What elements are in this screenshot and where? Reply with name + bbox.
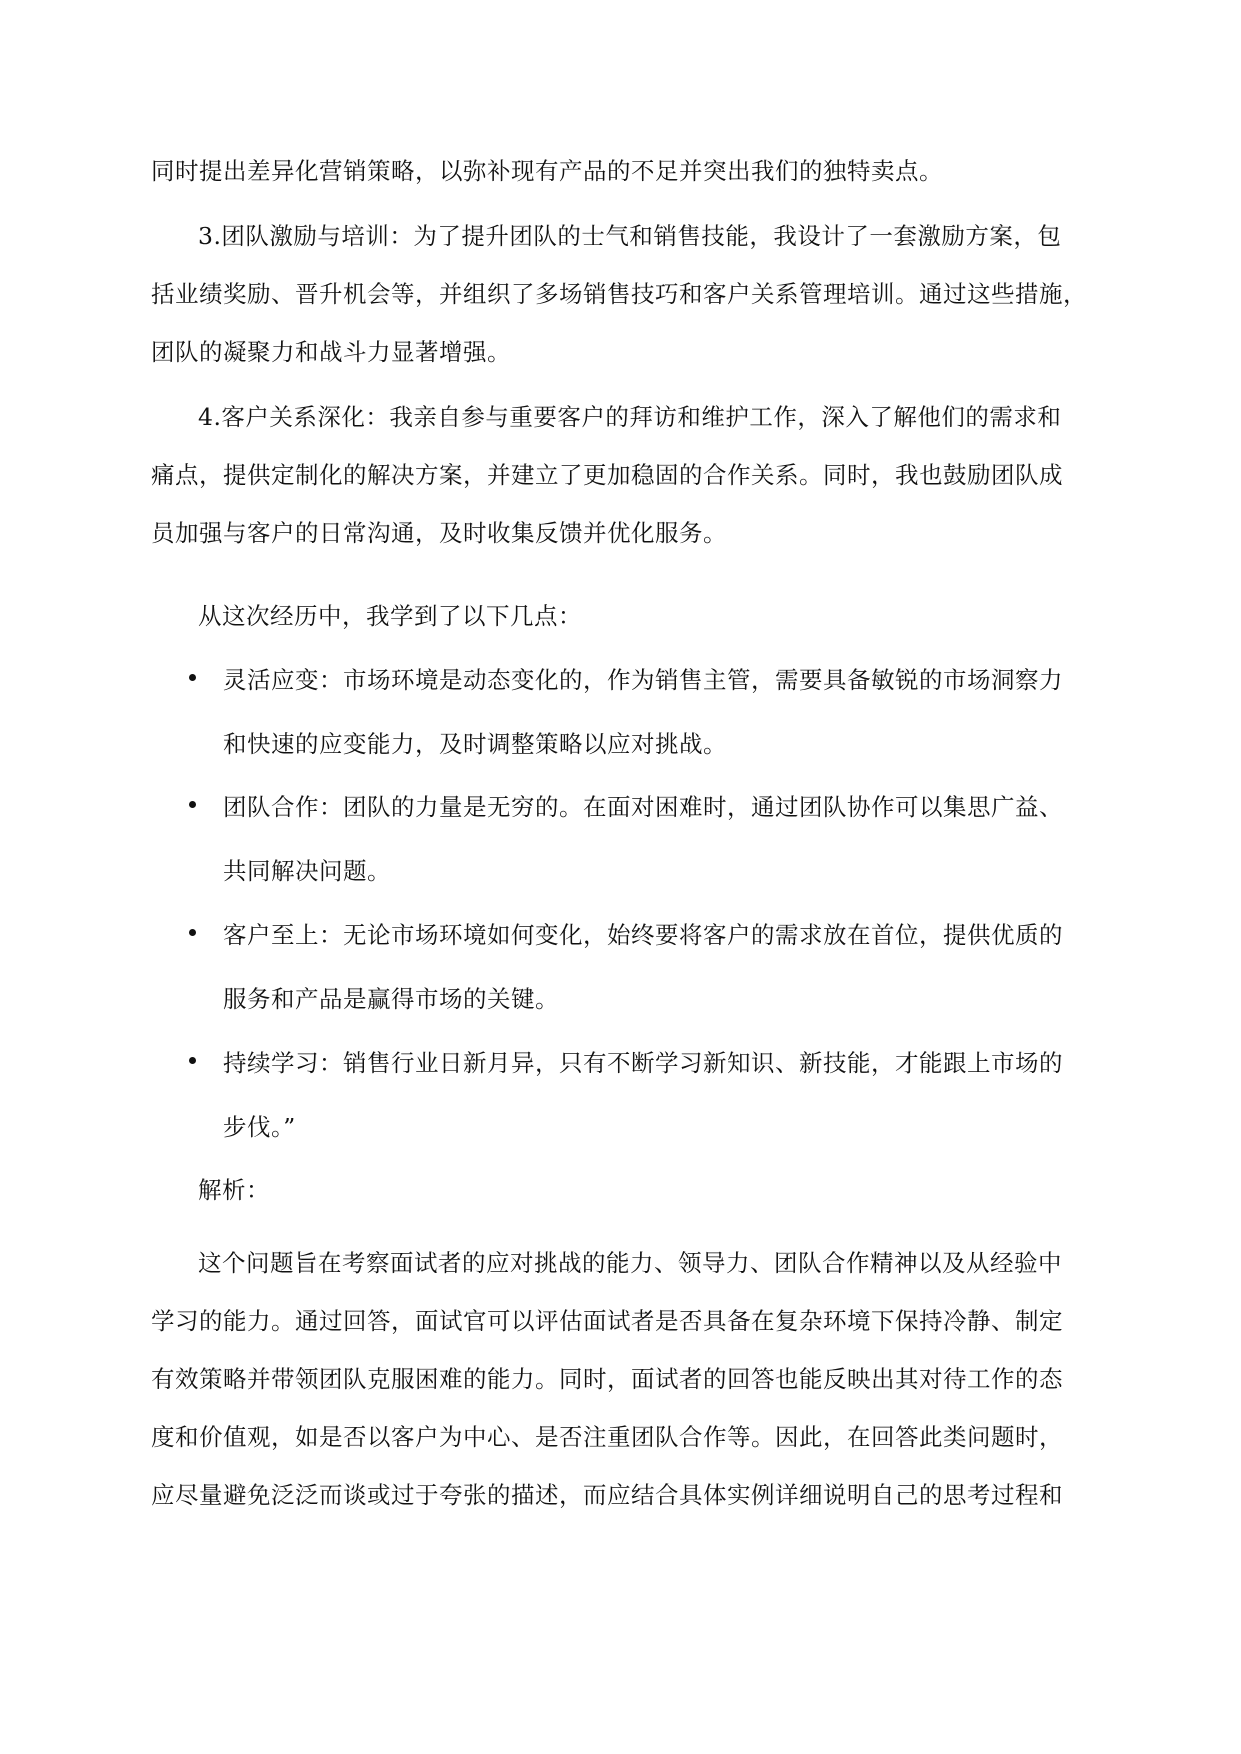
text-line: 步伐。” bbox=[223, 1113, 296, 1141]
text-line: 3.团队激励与培训：为了提升团队的士气和销售技能，我设计了一套激励方案，包 bbox=[198, 222, 1062, 250]
text-line: 有效策略并带领团队克服困难的能力。同时，面试者的回答也能反映出其对待工作的态 bbox=[151, 1365, 1063, 1393]
text-line: 和快速的应变能力，及时调整策略以应对挑战。 bbox=[223, 730, 727, 758]
text-line: 共同解决问题。 bbox=[223, 857, 391, 885]
text-line: 员加强与客户的日常沟通，及时收集反馈并优化服务。 bbox=[151, 519, 727, 547]
text-line: 同时提出差异化营销策略，以弥补现有产品的不足并突出我们的独特卖点。 bbox=[151, 157, 943, 185]
text-line: 持续学习：销售行业日新月异，只有不断学习新知识、新技能，才能跟上市场的 bbox=[223, 1049, 1063, 1077]
text-line: 应尽量避免泛泛而谈或过于夸张的描述，而应结合具体实例详细说明自己的思考过程和 bbox=[151, 1481, 1063, 1509]
text-line: 服务和产品是赢得市场的关键。 bbox=[223, 985, 559, 1013]
text-line: 度和价值观，如是否以客户为中心、是否注重团队合作等。因此，在回答此类问题时， bbox=[151, 1423, 1063, 1451]
text-line: 从这次经历中，我学到了以下几点： bbox=[198, 602, 582, 630]
text-line: 团队合作：团队的力量是无穷的。在面对困难时，通过团队协作可以集思广益、 bbox=[223, 793, 1063, 821]
bullet-dot bbox=[189, 801, 196, 808]
bullet-dot bbox=[189, 929, 196, 936]
text-line: 这个问题旨在考察面试者的应对挑战的能力、领导力、团队合作精神以及从经验中 bbox=[198, 1249, 1062, 1277]
text-line: 客户至上：无论市场环境如何变化，始终要将客户的需求放在首位，提供优质的 bbox=[223, 921, 1063, 949]
text-line: 灵活应变：市场环境是动态变化的，作为销售主管，需要具备敏锐的市场洞察力 bbox=[223, 666, 1063, 694]
text-line: 解析： bbox=[198, 1176, 270, 1204]
text-line: 痛点，提供定制化的解决方案，并建立了更加稳固的合作关系。同时，我也鼓励团队成 bbox=[151, 461, 1063, 489]
text-line: 学习的能力。通过回答，面试官可以评估面试者是否具备在复杂环境下保持冷静、制定 bbox=[151, 1307, 1063, 1335]
text-line: 团队的凝聚力和战斗力显著增强。 bbox=[151, 338, 511, 366]
text-line: 括业绩奖励、晋升机会等，并组织了多场销售技巧和客户关系管理培训。通过这些措施， bbox=[151, 280, 1087, 308]
bullet-dot bbox=[189, 674, 196, 681]
text-line: 4.客户关系深化：我亲自参与重要客户的拜访和维护工作，深入了解他们的需求和 bbox=[198, 403, 1062, 431]
bullet-dot bbox=[189, 1057, 196, 1064]
